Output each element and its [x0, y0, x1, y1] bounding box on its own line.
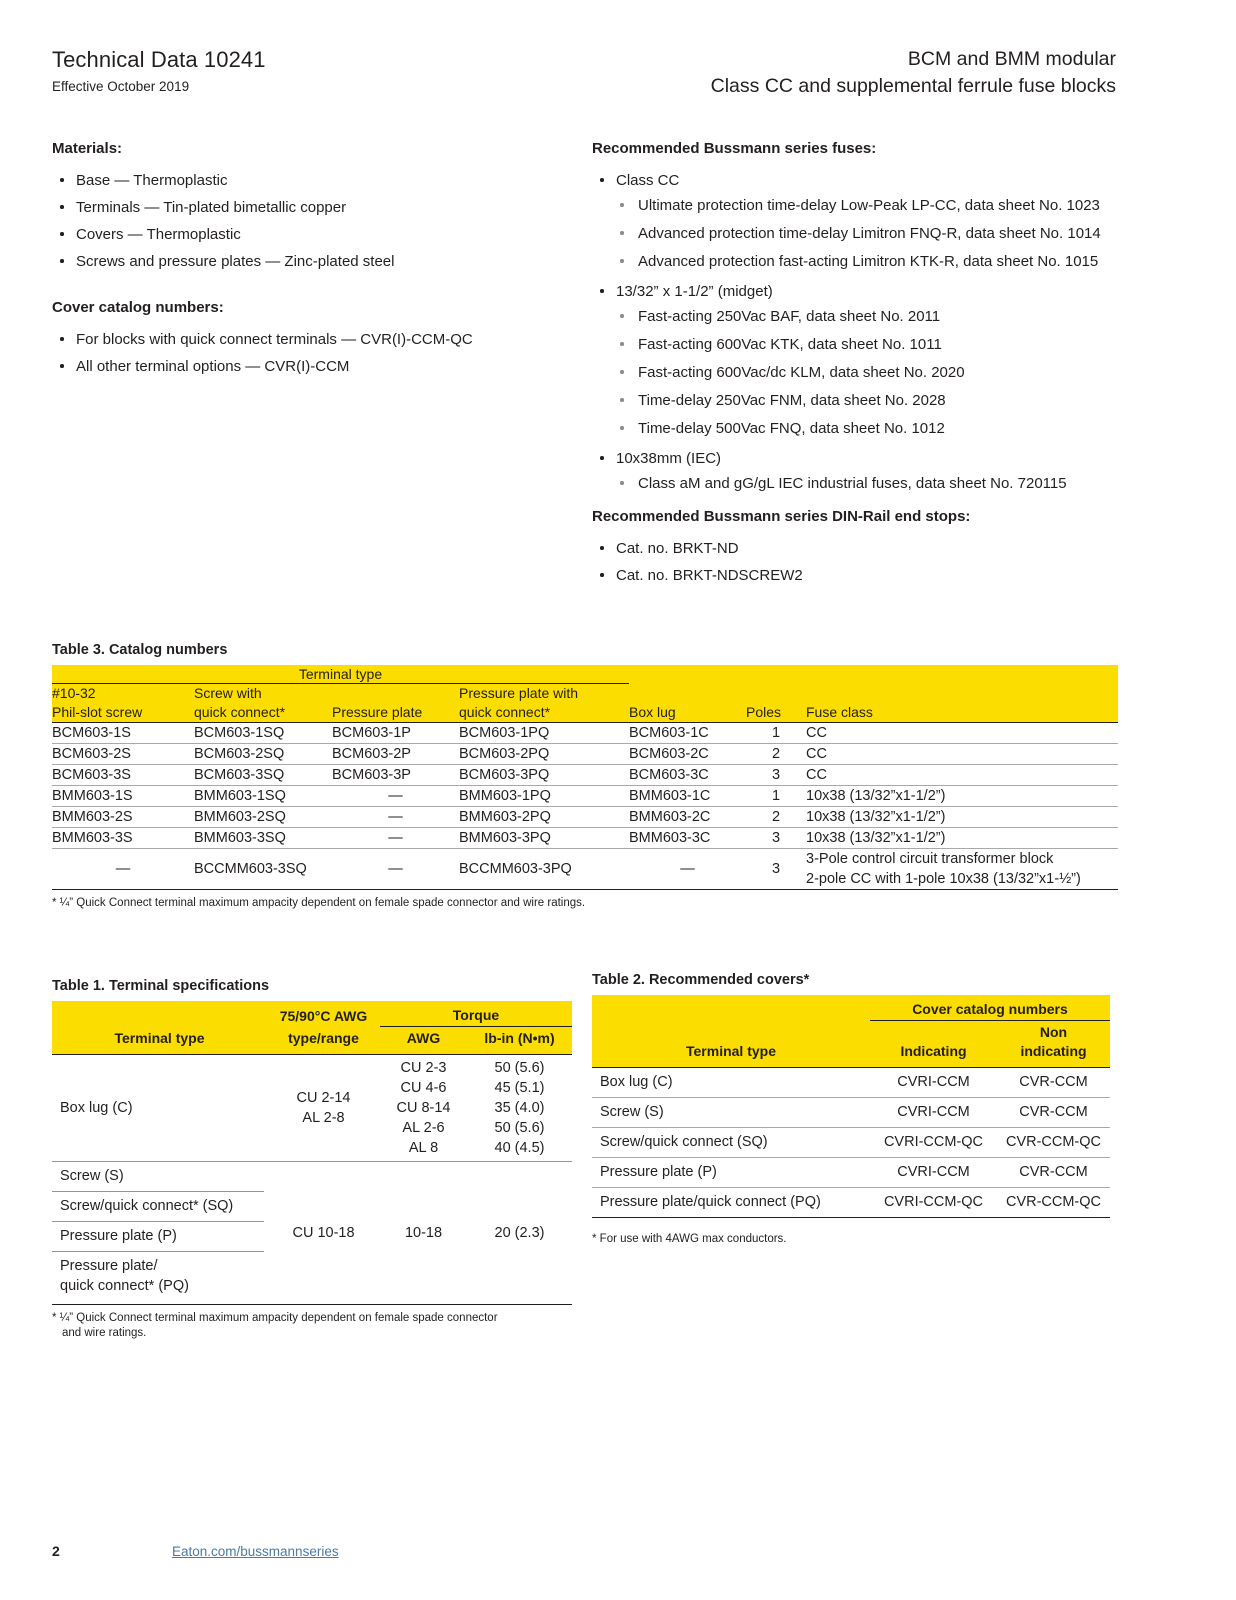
cell-screw-quick-connect: BCM603-3SQ — [194, 765, 332, 786]
cell-screw-quick-connect: BCCMM603-3SQ — [194, 849, 332, 890]
cell-indicating: CVRI-CCM-QC — [870, 1128, 997, 1158]
cover-catalog-list — [52, 326, 572, 380]
cell-phil-slot-screw: BMM603-2S — [52, 807, 194, 828]
cell-pressure-plate-quick-connect: BCM603-2PQ — [459, 744, 629, 765]
list-item — [592, 305, 1122, 333]
bullet-dot-icon — [60, 364, 64, 368]
cell-pressure-plate: BCM603-3P — [332, 765, 459, 786]
header-line1: Screw with — [194, 685, 262, 701]
list-item-label: Screws and pressure plates — Zinc-plated steel — [76, 253, 395, 270]
list-item — [592, 472, 1122, 500]
cell-box-lug: BMM603-3C — [629, 828, 746, 849]
materials-heading: Materials: — [52, 140, 123, 157]
cell-line5: 40 (4.5) — [494, 1140, 545, 1156]
cell-non-indicating: CVR-CCM-QC — [997, 1128, 1110, 1158]
cell-phil-slot-screw: BCM603-2S — [52, 744, 194, 765]
list-item-label: Cat. no. BRKT-ND — [616, 540, 739, 557]
cell-line1: CU 2-3 — [400, 1060, 447, 1076]
table1-header-row — [52, 1027, 572, 1055]
list-item — [592, 278, 1122, 305]
cell-terminal-type: Box lug (C) — [592, 1068, 870, 1098]
cell-box-lug: BMM603-2C — [629, 807, 746, 828]
cell-line5: AL 8 — [408, 1140, 439, 1156]
cell-poles: 3 — [746, 849, 806, 890]
table2-span-header-cover-catalog-numbers: Cover catalog numbers — [870, 995, 1110, 1021]
header-line2: Phil-slot screw — [52, 704, 143, 720]
cell-poles: 2 — [746, 744, 806, 765]
list-item-label: Class aM and gG/gL IEC industrial fuses, data sheet No. 720115 — [638, 475, 1067, 492]
sub-bullet-dot-icon — [620, 481, 624, 485]
table3-span-header-blank — [629, 665, 1118, 684]
header-left — [52, 46, 266, 96]
list-item — [592, 250, 1122, 278]
cell-line4: 50 (5.6) — [494, 1120, 545, 1136]
table-row — [52, 723, 1118, 744]
cell-box-lug: BCM603-3C — [629, 765, 746, 786]
list-item-label: Covers — Thermoplastic — [76, 226, 241, 243]
terminal-type-screw-quick-connect: Screw/quick connect* (SQ) — [52, 1192, 264, 1222]
header-line2: Pressure plate — [332, 704, 423, 720]
bullet-dot-icon — [60, 232, 64, 236]
table2-col-terminal-type: Terminal type — [592, 1021, 870, 1068]
cell-terminal-type: Screw (S) — [592, 1098, 870, 1128]
list-item — [52, 353, 572, 380]
table3-footnote: * ¼” Quick Connect terminal maximum ampacity dependent on female spade connector and wire ratings. — [52, 897, 586, 909]
product-family-line1: BCM and BMM modular — [907, 48, 1116, 70]
page-footer — [52, 1543, 1116, 1559]
list-item — [592, 445, 1122, 472]
table1-col-awg-range: type/range — [267, 1027, 380, 1055]
cell-line3: CU 8-14 — [396, 1100, 451, 1116]
cell-indicating: CVRI-CCM — [870, 1068, 997, 1098]
cell-pressure-plate-quick-connect: BMM603-3PQ — [459, 828, 629, 849]
bullet-dot-icon — [600, 178, 604, 182]
table-row — [592, 1098, 1110, 1128]
cell-pressure-plate-quick-connect: BCM603-3PQ — [459, 765, 629, 786]
cell-poles: 2 — [746, 807, 806, 828]
list-item-label: Advanced protection fast-acting Limitron KTK-R, data sheet No. 1015 — [638, 253, 1099, 270]
list-item — [592, 535, 1122, 562]
fuses-heading: Recommended Bussmann series fuses: — [592, 140, 877, 157]
list-item — [592, 222, 1122, 250]
cell-torque-awg: 10-18 — [380, 1162, 467, 1305]
table3-col-box-lug — [629, 684, 746, 723]
table-row — [592, 1158, 1110, 1188]
footnote-line1: * ¼” Quick Connect terminal maximum ampacity dependent on female spade connector — [52, 1312, 498, 1324]
header-line1: Pressure plate with — [459, 685, 579, 701]
fuses-sublist-midget — [592, 305, 1122, 445]
cell-torque-lbin: 20 (2.3) — [467, 1162, 572, 1305]
cell-pressure-plate: BCM603-1P — [332, 723, 459, 744]
list-item-label: Cat. no. BRKT-NDSCREW2 — [616, 567, 803, 584]
list-item — [52, 248, 572, 275]
cell-phil-slot-screw: BMM603-1S — [52, 786, 194, 807]
table3-header-row — [52, 684, 1118, 723]
list-item-label: All other terminal options — CVR(I)-CCM — [76, 358, 350, 375]
table3-span-header-terminal-type: Terminal type — [52, 665, 629, 684]
sub-bullet-dot-icon — [620, 314, 624, 318]
table3-col-poles — [746, 684, 806, 723]
table3-col-phil-slot-screw — [52, 684, 194, 723]
list-item — [52, 326, 572, 353]
terminal-type-pressure-plate-quick-connect — [52, 1252, 264, 1304]
sub-bullet-dot-icon — [620, 398, 624, 402]
cell-screw-quick-connect: BCM603-2SQ — [194, 744, 332, 765]
materials-list — [52, 167, 572, 275]
cell-phil-slot-screw: BMM603-3S — [52, 828, 194, 849]
header-line2: Poles — [746, 704, 782, 720]
list-item — [592, 167, 1122, 194]
table-row — [52, 807, 1118, 828]
table1-span-blank — [52, 1001, 267, 1027]
table2-header-row — [592, 1021, 1110, 1068]
cell-pressure-plate-quick-connect: BMM603-1PQ — [459, 786, 629, 807]
table-row — [52, 744, 1118, 765]
header-line2: Fuse class — [806, 704, 873, 720]
fuses-sublist-class-cc — [592, 194, 1122, 278]
table2-col-indicating: Indicating — [870, 1021, 997, 1068]
table2-col-non-indicating: Non indicating — [997, 1021, 1110, 1068]
end-stops-list — [592, 535, 1122, 589]
table3-catalog-numbers — [52, 665, 1118, 890]
cell-non-indicating: CVR-CCM — [997, 1158, 1110, 1188]
cell-phil-slot-screw: BCM603-3S — [52, 765, 194, 786]
page-number: 2 — [52, 1543, 60, 1559]
cell-fuse-class: 10x38 (13/32”x1-1/2”) — [806, 807, 1118, 828]
list-item — [592, 361, 1122, 389]
cell-box-lug: BCM603-1C — [629, 723, 746, 744]
cell-line1: 3-Pole control circuit transformer block — [806, 851, 1054, 867]
cell-line3: 35 (4.0) — [494, 1100, 545, 1116]
list-item-label: Advanced protection time-delay Limitron FNQ-R, data sheet No. 1014 — [638, 225, 1101, 242]
fuses-sublist-iec — [592, 472, 1122, 500]
table-row — [52, 849, 1118, 890]
list-item-label: Time-delay 500Vac FNQ, data sheet No. 1012 — [638, 420, 945, 437]
list-item-label: Base — Thermoplastic — [76, 172, 228, 189]
cell-pressure-plate: — — [332, 828, 459, 849]
terminal-type-screw: Screw (S) — [52, 1162, 264, 1192]
cell-fuse-class: CC — [806, 723, 1118, 744]
table1-footnote — [52, 1311, 572, 1341]
table3-span-header-row — [52, 665, 1118, 684]
cell-pressure-plate-quick-connect: BCCMM603-3PQ — [459, 849, 629, 890]
table3-col-pressure-plate — [332, 684, 459, 723]
cell-screw-quick-connect: BMM603-2SQ — [194, 807, 332, 828]
table3-col-pressure-plate-quick-connect — [459, 684, 629, 723]
cell-non-indicating: CVR-CCM — [997, 1098, 1110, 1128]
table1-bottom-rule-row — [52, 1305, 572, 1306]
header-line1: #10-32 — [52, 685, 96, 701]
table1-bottom-rule — [52, 1305, 572, 1306]
list-item-label: Terminals — Tin-plated bimetallic copper — [76, 199, 347, 216]
cell-line2: CU 4-6 — [400, 1080, 447, 1096]
cell-box-lug: BCM603-2C — [629, 744, 746, 765]
table-row — [592, 1188, 1110, 1218]
cell-awg-range: CU 10-18 — [267, 1162, 380, 1305]
cover-catalog-heading: Cover catalog numbers: — [52, 299, 224, 316]
list-item — [592, 417, 1122, 445]
cell-line2: AL 2-8 — [302, 1110, 345, 1126]
table1-span-header-row — [52, 1001, 572, 1027]
sub-bullet-dot-icon — [620, 426, 624, 430]
bullet-dot-icon — [600, 546, 604, 550]
cell-fuse-class: 10x38 (13/32”x1-1/2”) — [806, 828, 1118, 849]
table2-footnote: * For use with 4AWG max conductors. — [592, 1233, 787, 1245]
fuses-list-iec — [592, 445, 1122, 472]
bullet-dot-icon — [60, 259, 64, 263]
fuse-group-label: 10x38mm (IEC) — [616, 450, 722, 467]
table-row-box-lug — [52, 1055, 572, 1162]
bullet-dot-icon — [600, 289, 604, 293]
list-item-label: Fast-acting 600Vac/dc KLM, data sheet No. 2020 — [638, 364, 965, 381]
cell-phil-slot-screw: — — [52, 849, 194, 890]
table3-col-fuse-class — [806, 684, 1118, 723]
header-line2: Box lug — [629, 704, 676, 720]
fuse-group-label: Class CC — [616, 172, 680, 189]
cell-non-indicating: CVR-CCM-QC — [997, 1188, 1110, 1218]
table1-col-torque-lbin: lb-in (N•m) — [467, 1027, 572, 1055]
fuses-list-midget — [592, 278, 1122, 305]
cell-pressure-plate: — — [332, 807, 459, 828]
footnote-line2: and wire ratings. — [62, 1327, 147, 1339]
left-column — [52, 138, 572, 380]
cell-fuse-class: CC — [806, 744, 1118, 765]
cell-pressure-plate: — — [332, 786, 459, 807]
table1-section — [52, 978, 572, 1341]
table3-caption: Table 3. Catalog numbers — [52, 642, 228, 658]
footer-website-link[interactable]: Eaton.com/bussmannseries — [172, 1544, 339, 1559]
table1-caption: Table 1. Terminal specifications — [52, 978, 270, 994]
list-item — [592, 562, 1122, 589]
cell-terminal-type: Box lug (C) — [52, 1055, 267, 1162]
table2-recommended-covers — [592, 995, 1110, 1218]
table-row — [592, 1128, 1110, 1158]
sub-bullet-dot-icon — [620, 203, 624, 207]
cell-terminal-type: Pressure plate (P) — [592, 1158, 870, 1188]
table1-col-terminal-type: Terminal type — [52, 1027, 267, 1055]
cell-pressure-plate: BCM603-2P — [332, 744, 459, 765]
header-right — [711, 46, 1116, 100]
list-item — [52, 167, 572, 194]
table1-col-torque-awg: AWG — [380, 1027, 467, 1055]
list-item-label: Ultimate protection time-delay Low-Peak LP-CC, data sheet No. 1023 — [638, 197, 1100, 214]
cell-non-indicating: CVR-CCM — [997, 1068, 1110, 1098]
terminal-type-pressure-plate: Pressure plate (P) — [52, 1222, 264, 1252]
list-item-label: Time-delay 250Vac FNM, data sheet No. 2028 — [638, 392, 946, 409]
cell-line2: 45 (5.1) — [494, 1080, 545, 1096]
table2-caption: Table 2. Recommended covers* — [592, 972, 810, 988]
table-row — [52, 765, 1118, 786]
cell-line4: AL 2-6 — [402, 1120, 445, 1136]
cell-poles: 1 — [746, 786, 806, 807]
fuses-list — [592, 167, 1122, 194]
cell-torque-lbin — [467, 1055, 572, 1162]
cell-screw-quick-connect: BMM603-1SQ — [194, 786, 332, 807]
bullet-dot-icon — [60, 205, 64, 209]
table-row — [52, 828, 1118, 849]
product-family-line2: Class CC and supplemental ferrule fuse blocks — [710, 75, 1116, 97]
cell-line1: CU 2-14 — [296, 1090, 351, 1106]
table1-span-header-torque: Torque — [380, 1001, 572, 1027]
sub-bullet-dot-icon — [620, 370, 624, 374]
cell-poles: 3 — [746, 828, 806, 849]
cell-indicating: CVRI-CCM — [870, 1098, 997, 1128]
cell-terminal-type: Pressure plate/quick connect (PQ) — [592, 1188, 870, 1218]
table2-span-blank — [592, 995, 870, 1021]
sub-bullet-dot-icon — [620, 342, 624, 346]
cell-box-lug: BMM603-1C — [629, 786, 746, 807]
list-item — [592, 389, 1122, 417]
cell-pressure-plate-quick-connect: BCM603-1PQ — [459, 723, 629, 744]
cell-screw-quick-connect: BCM603-1SQ — [194, 723, 332, 744]
cell-pressure-plate-quick-connect: BMM603-2PQ — [459, 807, 629, 828]
table3-body — [52, 723, 1118, 890]
cell-terminal-type: Screw/quick connect (SQ) — [592, 1128, 870, 1158]
table2-body — [592, 1068, 1110, 1218]
list-item — [52, 221, 572, 248]
list-item-label: Fast-acting 250Vac BAF, data sheet No. 2011 — [638, 308, 941, 325]
cell-pressure-plate: — — [332, 849, 459, 890]
document-title: Technical Data 10241 — [52, 47, 266, 72]
cell-fuse-class: CC — [806, 765, 1118, 786]
table-row-group2 — [52, 1162, 572, 1305]
cell-fuse-class — [806, 849, 1118, 890]
fuse-group-label: 13/32” x 1-1/2” (midget) — [616, 283, 773, 300]
table1-body — [52, 1055, 572, 1306]
table1-terminal-specifications — [52, 1001, 572, 1305]
cell-poles: 1 — [746, 723, 806, 744]
cell-terminal-type-group — [52, 1162, 267, 1305]
bullet-dot-icon — [600, 456, 604, 460]
cell-fuse-class: 10x38 (13/32”x1-1/2”) — [806, 786, 1118, 807]
cell-indicating: CVRI-CCM-QC — [870, 1188, 997, 1218]
sub-bullet-dot-icon — [620, 231, 624, 235]
effective-date: Effective October 2019 — [52, 79, 190, 94]
page-header — [52, 46, 1116, 100]
end-stops-heading: Recommended Bussmann series DIN-Rail end stops: — [592, 508, 971, 525]
sub-bullet-dot-icon — [620, 259, 624, 263]
cell-line1: 50 (5.6) — [494, 1060, 545, 1076]
cell-line1: Pressure plate/ — [60, 1258, 158, 1274]
list-item — [52, 194, 572, 221]
table3-col-screw-quick-connect — [194, 684, 332, 723]
cell-screw-quick-connect: BMM603-3SQ — [194, 828, 332, 849]
header-line2: quick connect* — [459, 704, 551, 720]
bullet-dot-icon — [600, 573, 604, 577]
list-item-label: For blocks with quick connect terminals — CVR(I)-CCM-QC — [76, 331, 473, 348]
cell-awg-range — [267, 1055, 380, 1162]
bullet-dot-icon — [60, 178, 64, 182]
list-item — [592, 194, 1122, 222]
table-row — [52, 786, 1118, 807]
cell-torque-awg — [380, 1055, 467, 1162]
cell-box-lug: — — [629, 849, 746, 890]
table-row — [592, 1068, 1110, 1098]
cell-line2: quick connect* (PQ) — [60, 1278, 189, 1294]
cell-phil-slot-screw: BCM603-1S — [52, 723, 194, 744]
header-line2: quick connect* — [194, 704, 286, 720]
table2-section — [592, 972, 1110, 1247]
table3-section — [52, 642, 1118, 911]
bullet-dot-icon — [60, 337, 64, 341]
cell-line2: 2-pole CC with 1-pole 10x38 (13/32”x1-½”) — [806, 871, 1081, 887]
right-column — [592, 138, 1122, 589]
cell-indicating: CVRI-CCM — [870, 1158, 997, 1188]
list-item-label: Fast-acting 600Vac KTK, data sheet No. 1011 — [638, 336, 942, 353]
cell-poles: 3 — [746, 765, 806, 786]
list-item — [592, 333, 1122, 361]
table1-header-awg-range-line1: 75/90°C AWG — [267, 1001, 380, 1027]
table2-span-header-row — [592, 995, 1110, 1021]
